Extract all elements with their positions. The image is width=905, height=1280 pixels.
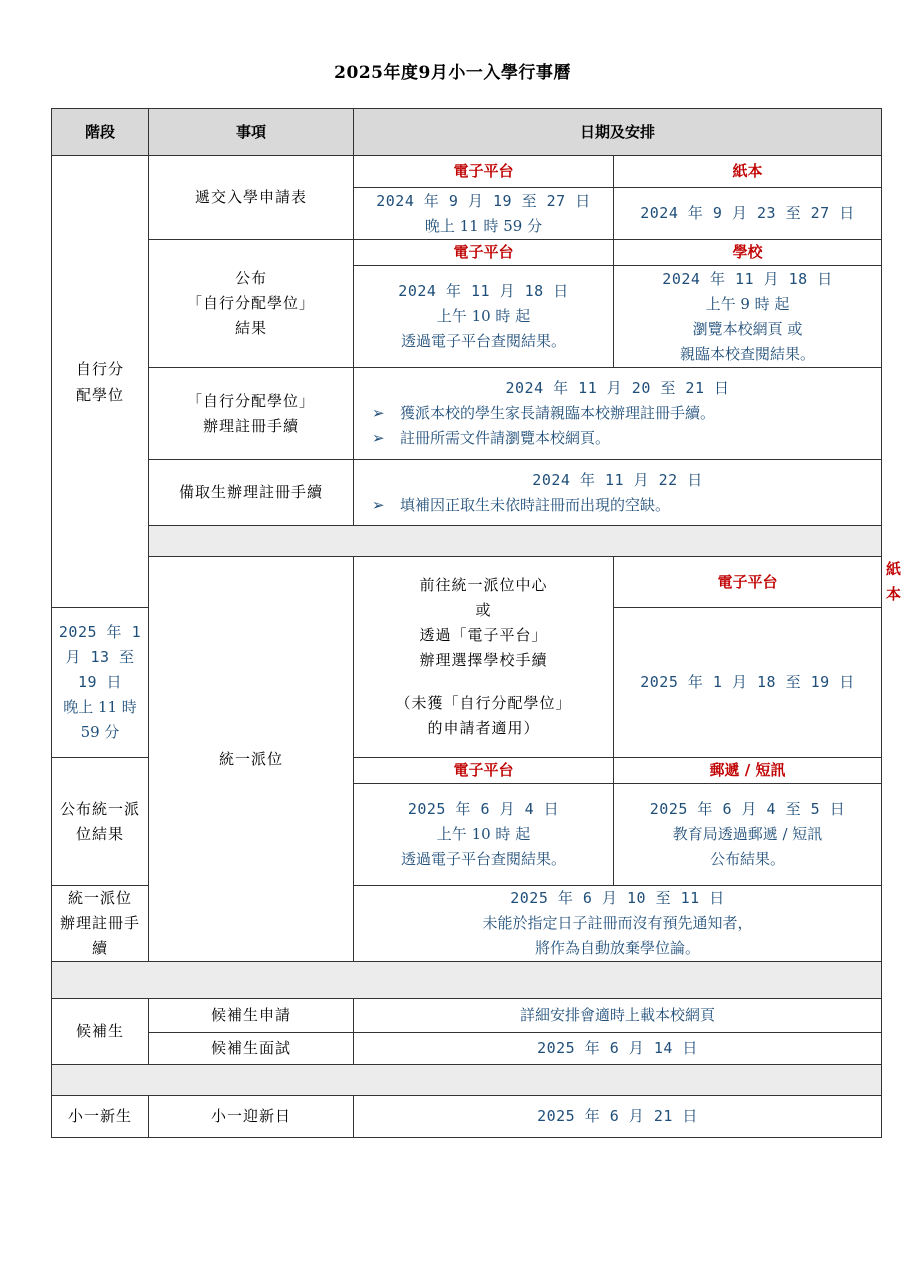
item-line: 辦理註冊手續 (202, 416, 299, 435)
section-gap (52, 526, 882, 557)
item-line: 統一派位 (67, 889, 132, 907)
header-stage: 階段 (52, 109, 149, 156)
item-line: 「自行分配學位」 (186, 391, 315, 410)
table-row (52, 368, 882, 460)
table-row (52, 460, 882, 526)
item-line: 「自行分配學位」 (186, 294, 315, 312)
header-item: 事項 (149, 109, 354, 156)
header-row (52, 109, 882, 156)
date-result-eplatform (354, 266, 614, 368)
item-self-alloc-register (149, 368, 354, 460)
bullet-arrow-icon: ➢ (372, 404, 385, 422)
date-line: 2025 年 6 月 10 至 11 日 (510, 889, 725, 907)
table-row (52, 156, 882, 188)
date-line: 2024 年 11 月 18 日 (398, 282, 569, 300)
label-eplatform: 電子平台 (354, 156, 614, 188)
note-line: 未能於指定日子註冊而沒有預先通知者， (482, 914, 753, 932)
date-choose-eplatform (52, 608, 149, 758)
item-line: 辦理註冊手續 (59, 914, 140, 957)
note-line: 教育局透過郵遞 / 短訊 (672, 825, 823, 843)
item-waiting-interview: 候補生面試 (149, 1033, 354, 1065)
table-row (52, 999, 882, 1033)
time-line: 上午 10 時 起 (436, 307, 531, 325)
stage-self-alloc (52, 156, 149, 608)
stage-central: 統一派位 (149, 557, 354, 962)
bullet-text: 填補因正取生未依時註冊而出現的空缺。 (400, 495, 671, 514)
label-paper: 紙本 (614, 156, 882, 188)
bullet-arrow-icon: ➢ (372, 495, 385, 514)
note-line: 透過電子平台查閱結果。 (400, 332, 566, 350)
time-line: 上午 10 時 起 (436, 825, 531, 843)
date-line: 2024 年 11 月 22 日 (532, 470, 703, 489)
item-line: 透過「電子平台」 (419, 626, 548, 644)
date-line: 2024 年 11 月 20 至 21 日 (505, 379, 730, 397)
bullet-item (358, 493, 877, 518)
item-orientation: 小一迎新日 (149, 1096, 354, 1138)
stage-label: 自行分配學位 (75, 359, 124, 404)
note-line: 透過電子平台查閱結果。 (400, 850, 566, 868)
label-eplatform: 電子平台 (354, 758, 614, 784)
item-line: 前往統一派位中心 (419, 576, 548, 594)
date-submit-paper: 2024 年 9 月 23 至 27 日 (614, 188, 882, 240)
table-row (52, 240, 882, 266)
item-submit-form: 遞交入學申請表 (149, 156, 354, 240)
item-line: 或 (475, 601, 492, 619)
date-central-result-post (614, 784, 882, 886)
label-eplatform: 電子平台 (614, 557, 882, 608)
label-post-sms: 郵遞 / 短訊 (614, 758, 882, 784)
date-line: 2025 年 6 月 4 日 (407, 800, 560, 818)
table-row (52, 1033, 882, 1065)
calendar-table (51, 108, 902, 1138)
note-line: 公布結果。 (710, 850, 786, 868)
item-waitlist-register: 備取生辦理註冊手續 (149, 460, 354, 526)
date-waiting-apply: 詳細安排會適時上載本校網頁 (354, 999, 882, 1033)
bullet-text: 獲派本校的學生家長請親臨本校辦理註冊手續。 (400, 404, 716, 422)
label-school: 學校 (614, 240, 882, 266)
page-title: 2025年度9月小一入學行事曆 (334, 63, 571, 83)
date-orientation: 2025 年 6 月 21 日 (354, 1096, 882, 1138)
bullet-item (358, 401, 877, 426)
item-line: 結果 (234, 319, 267, 337)
label-eplatform: 電子平台 (354, 240, 614, 266)
item-self-alloc-result (149, 240, 354, 368)
date-line: 2025 年 1 月 13 至 19 日 (58, 623, 142, 691)
date-central-result-eplatform (354, 784, 614, 886)
date-waiting-interview: 2025 年 6 月 14 日 (354, 1033, 882, 1065)
date-submit-eplatform (354, 188, 614, 240)
date-line: 2024 年 9 月 19 至 27 日 (376, 191, 591, 210)
item-central-register (52, 886, 149, 962)
date-self-alloc-register (354, 368, 882, 460)
note-line: 親臨本校查閱結果。 (680, 344, 816, 363)
item-line: 辦理選擇學校手續 (419, 651, 548, 669)
time-line: 上午 9 時 起 (705, 294, 790, 313)
time-line: 晚上 11 時 59 分 (424, 216, 543, 235)
section-gap (52, 962, 882, 999)
bullet-arrow-icon: ➢ (372, 429, 385, 447)
date-choose-paper: 2025 年 1 月 18 至 19 日 (614, 608, 882, 758)
time-line: 晚上 11 時 59 分 (63, 698, 137, 741)
note-line: 瀏覽本校網頁 或 (692, 319, 803, 338)
date-result-school (614, 266, 882, 368)
item-waiting-apply: 候補生申請 (149, 999, 354, 1033)
stage-newcomer: 小一新生 (52, 1096, 149, 1138)
date-line: 2024 年 11 月 18 日 (662, 269, 833, 288)
date-central-register (354, 886, 882, 962)
item-central-result: 公布統一派位結果 (52, 758, 149, 886)
item-choose-school (354, 557, 614, 758)
item-line: 公布 (234, 269, 267, 287)
item-line: （未獲「自行分配學位」 (395, 694, 572, 712)
bullet-text: 註冊所需文件請瀏覽本校網頁。 (400, 429, 611, 447)
stage-waiting: 候補生 (52, 999, 149, 1065)
date-line: 2025 年 6 月 4 至 5 日 (649, 800, 846, 818)
header-date: 日期及安排 (354, 109, 882, 156)
date-waitlist-register (354, 460, 882, 526)
section-gap (52, 1065, 882, 1096)
table-row (52, 1096, 882, 1138)
note-line: 將作為自動放棄學位論。 (535, 939, 701, 957)
item-line: 的申請者適用） (427, 719, 540, 737)
table-row: 統一派位 前往統一派位中心 或 透過「電子平台」 辦理選擇學校手續 （未獲「自行分配學位」 的申請者適用） 電子平台 紙本 (52, 557, 882, 608)
bullet-item (358, 426, 877, 451)
